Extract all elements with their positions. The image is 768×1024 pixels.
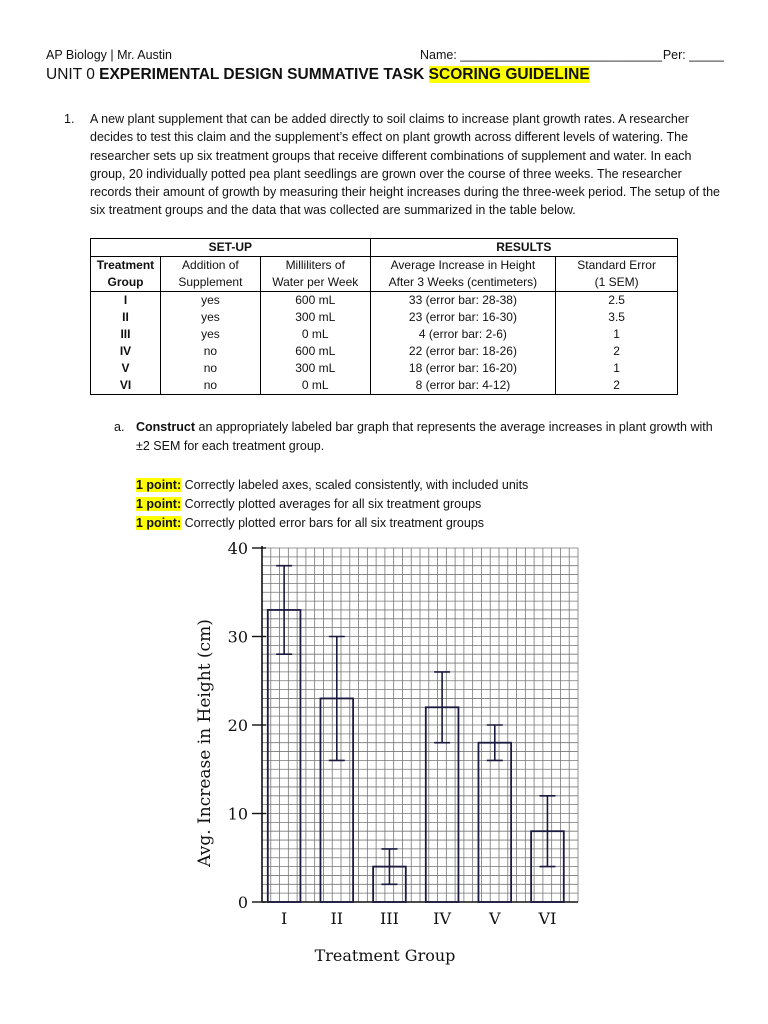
col-sem-header-1: Standard Error	[556, 257, 678, 275]
cell-sem: 1	[556, 360, 678, 377]
cell-average: 8 (error bar: 4-12)	[370, 377, 556, 395]
cell-supplement: yes	[160, 326, 260, 343]
cell-average: 4 (error bar: 2-6)	[370, 326, 556, 343]
cell-sem: 2	[556, 343, 678, 360]
period-label: Per:	[662, 48, 686, 62]
x-tick-label: III	[379, 909, 399, 928]
cell-average: 22 (error bar: 18-26)	[370, 343, 556, 360]
part-a	[114, 418, 726, 456]
cell-sem: 3.5	[556, 309, 678, 326]
cell-group: I	[91, 292, 161, 310]
course-label: AP Biology | Mr. Austin	[46, 48, 172, 62]
question-text: A new plant supplement that can be added directly to soil claims to increase plant growth rates. A researcher decides to test this claim and the supplement’s effect on plant growth across different levels of watering. The researcher sets up six treatment groups that receive different combinations of supplement and water. In each group, 20 individually potted pea plant seedlings are grown over the course of three weeks. The researcher records their amount of growth by measuring their height increases during the three-week period. The setup of the six treatment groups and the data that was collected are summarized in the table below.	[90, 112, 720, 218]
table-row	[91, 292, 678, 310]
page-title	[46, 66, 590, 84]
title-bold: EXPERIMENTAL DESIGN SUMMATIVE TASK	[99, 66, 429, 83]
cell-average: 18 (error bar: 16-20)	[370, 360, 556, 377]
point-item	[136, 495, 528, 514]
col-treatment-header-2: Group	[91, 274, 161, 292]
col-supplement-header-2: Supplement	[160, 274, 260, 292]
cell-supplement: yes	[160, 309, 260, 326]
cell-group: VI	[91, 377, 161, 395]
col-water-header-2: Water per Week	[260, 274, 370, 292]
cell-average: 23 (error bar: 16-30)	[370, 309, 556, 326]
cell-average: 33 (error bar: 28-38)	[370, 292, 556, 310]
part-a-body: an appropriately labeled bar graph that represents the average increases in plant growth with ±2 SEM for each treatment group.	[136, 420, 713, 453]
cell-group: III	[91, 326, 161, 343]
table-row	[91, 360, 678, 377]
name-label: Name:	[420, 48, 457, 62]
cell-water: 0 mL	[260, 326, 370, 343]
point-tag: 1 point:	[136, 516, 182, 530]
col-average-header-2: After 3 Weeks (centimeters)	[370, 274, 556, 292]
col-supplement-header-1: Addition of	[160, 257, 260, 275]
point-tag: 1 point:	[136, 497, 182, 511]
y-tick-label: 40	[227, 539, 248, 558]
cell-supplement: no	[160, 377, 260, 395]
y-axis-label: Avg. Increase in Height (cm)	[195, 619, 215, 867]
cell-sem: 1	[556, 326, 678, 343]
cell-group: IV	[91, 343, 161, 360]
x-tick-label: IV	[433, 909, 452, 928]
table-row	[91, 326, 678, 343]
x-tick-label: II	[330, 909, 344, 928]
table-row	[91, 377, 678, 395]
graph-bars	[268, 610, 564, 902]
table-row	[91, 309, 678, 326]
cell-water: 600 mL	[260, 343, 370, 360]
col-water-header-1: Milliliters of	[260, 257, 370, 275]
table-row	[91, 343, 678, 360]
y-tick-label: 10	[227, 804, 248, 824]
cell-water: 600 mL	[260, 292, 370, 310]
point-item	[136, 476, 528, 495]
setup-header: SET-UP	[91, 239, 371, 257]
name-blank: _____________________________	[460, 48, 662, 62]
col-sem-header-2: (1 SEM)	[556, 274, 678, 292]
cell-supplement: no	[160, 360, 260, 377]
y-tick-label: 20	[227, 716, 248, 735]
title-prefix: UNIT 0	[46, 66, 100, 83]
cell-supplement: no	[160, 343, 260, 360]
bar-graph	[170, 538, 590, 978]
col-treatment-header-1: Treatment	[91, 257, 161, 275]
period-field	[663, 48, 724, 62]
cell-water: 300 mL	[260, 360, 370, 377]
header	[46, 48, 724, 62]
x-tick-label: I	[280, 909, 288, 928]
cell-water: 0 mL	[260, 377, 370, 395]
period-blank: _____	[689, 48, 724, 62]
x-tick-label: V	[489, 909, 501, 928]
point-text: Correctly labeled axes, scaled consistently, with included units	[181, 478, 529, 492]
data-table	[90, 238, 678, 395]
scoring-points	[136, 476, 528, 533]
cell-group: II	[91, 309, 161, 326]
question-number: 1.	[64, 112, 75, 126]
cell-sem: 2	[556, 377, 678, 395]
col-average-header-1: Average Increase in Height	[370, 257, 556, 275]
y-tick-label: 30	[227, 627, 248, 647]
point-item	[136, 514, 528, 533]
part-a-label: a.	[114, 420, 125, 434]
cell-water: 300 mL	[260, 309, 370, 326]
x-axis-label: Treatment Group	[314, 946, 456, 965]
x-tick-label: VI	[538, 909, 557, 928]
cell-group: V	[91, 360, 161, 377]
part-a-text	[136, 418, 726, 456]
cell-supplement: yes	[160, 292, 260, 310]
title-highlight: SCORING GUIDELINE	[428, 66, 590, 83]
cell-sem: 2.5	[556, 292, 678, 310]
results-header: RESULTS	[370, 239, 677, 257]
point-text: Correctly plotted error bars for all six treatment groups	[181, 516, 485, 530]
point-text: Correctly plotted averages for all six treatment groups	[181, 497, 482, 511]
point-tag: 1 point:	[136, 478, 182, 492]
y-tick-label: 0	[237, 893, 248, 912]
name-field	[420, 48, 662, 62]
part-a-bold: Construct	[136, 420, 196, 434]
question-1	[64, 110, 724, 220]
